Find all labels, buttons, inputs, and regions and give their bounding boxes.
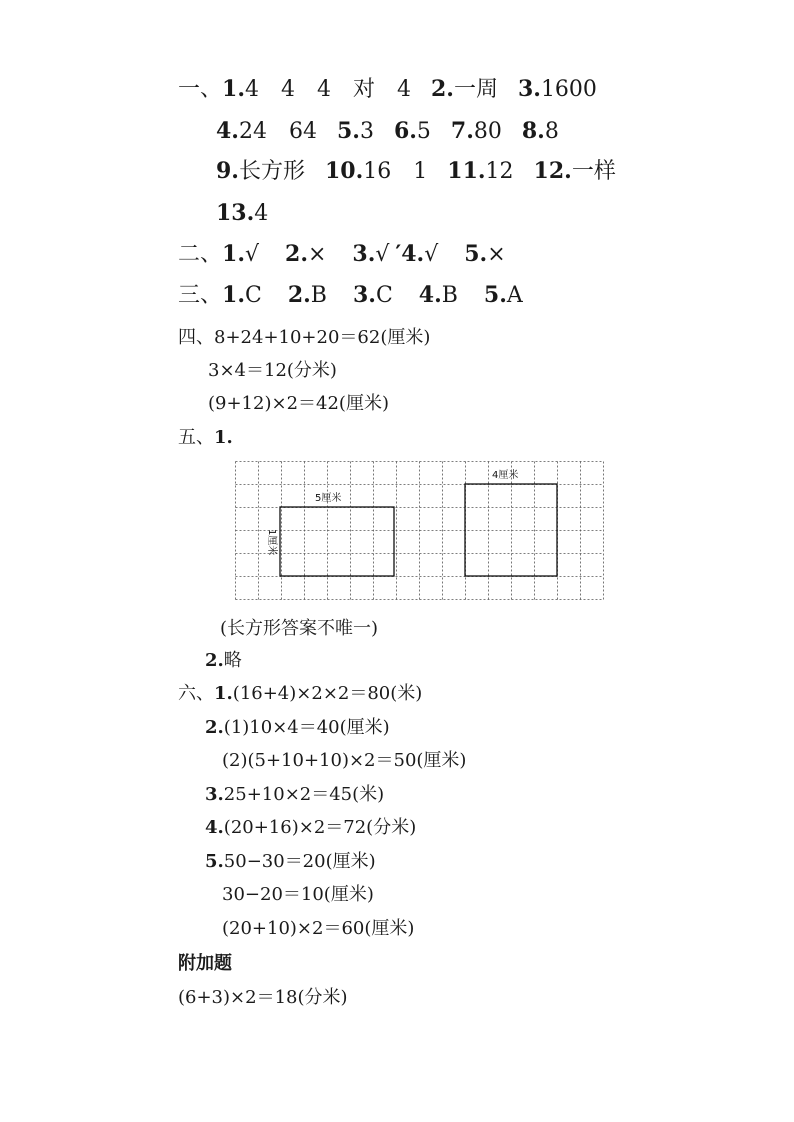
answer-choice: C xyxy=(375,283,393,308)
item-number: 5. xyxy=(464,241,488,267)
answer-text: 1600 xyxy=(540,77,597,102)
answer-text: 80 xyxy=(473,119,502,144)
answer-text: 4 xyxy=(254,201,269,226)
calculation: 8+24+10+20＝62(厘米) xyxy=(214,327,431,348)
calculation: 30−20＝10(厘米) xyxy=(222,884,374,905)
answer-text: 5 xyxy=(416,119,431,144)
item-number: 3. xyxy=(517,76,541,102)
answer-text: 8 xyxy=(544,119,559,144)
item-number: 7. xyxy=(450,118,474,144)
calculation: 25+10×2＝45(米) xyxy=(223,784,385,805)
item-number: ′4. xyxy=(395,241,425,267)
item-number: 2. xyxy=(287,282,311,308)
item-number: 6. xyxy=(393,118,417,144)
answer-text: 一周 xyxy=(453,77,498,102)
section6-line5 xyxy=(205,819,416,837)
section5-heading: 五、 xyxy=(178,427,214,448)
section6-line6 xyxy=(205,853,376,871)
section4-line1 xyxy=(178,329,430,347)
item-number: 1. xyxy=(222,282,245,308)
item-number: 1. xyxy=(214,683,233,704)
answer-text: 一样 xyxy=(571,159,616,184)
calculation: (20+16)×2＝72(分米) xyxy=(223,817,417,838)
item-number: 11. xyxy=(447,158,486,184)
item-number: 3. xyxy=(205,784,224,805)
calculation: (20+10)×2＝60(厘米) xyxy=(222,918,415,939)
section6-heading: 六、 xyxy=(178,683,214,704)
answer-choice: B xyxy=(310,283,327,308)
rectangle-5x3 xyxy=(280,507,394,576)
answer-mark: √ xyxy=(244,242,260,267)
item-number: 13. xyxy=(216,200,255,226)
section6-line4 xyxy=(205,786,384,804)
section2-line xyxy=(178,243,506,266)
label-1cm: 1厘米 xyxy=(266,529,277,556)
calculation: (16+4)×2×2＝80(米) xyxy=(232,683,423,704)
bonus-calculation: (6+3)×2＝18(分米) xyxy=(178,987,348,1008)
item-number: 2. xyxy=(205,650,224,671)
answer-text: 16 1 xyxy=(363,159,428,184)
answer-text: 略 xyxy=(223,650,242,671)
item-number: 12. xyxy=(533,158,572,184)
item-number: 1. xyxy=(214,427,233,448)
item-number: 3. xyxy=(352,282,376,308)
answer-mark: √ xyxy=(424,242,439,267)
item-number: 1. xyxy=(222,241,245,267)
section5-note: (长方形答案不唯一) xyxy=(220,618,379,639)
section6-line2 xyxy=(205,719,390,737)
answer-mark: × xyxy=(487,242,506,267)
grid-lines xyxy=(236,462,604,600)
item-number: 8. xyxy=(521,118,545,144)
section4-heading: 四、 xyxy=(178,327,214,348)
section5-line1 xyxy=(178,429,233,447)
section1-line2 xyxy=(216,120,559,143)
answer-text: 长方形 xyxy=(238,159,305,184)
answer-text: 12 xyxy=(485,159,514,184)
calculation: 3×4＝12(分米) xyxy=(208,360,337,381)
rectangle-grid-figure xyxy=(235,461,607,601)
item-number: 1. xyxy=(222,76,245,102)
answer-choice: B xyxy=(441,283,458,308)
item-number: 5. xyxy=(336,118,360,144)
section5-line2 xyxy=(205,652,242,670)
item-number: 2. xyxy=(430,76,454,102)
bonus-heading: 附加题 xyxy=(178,953,232,974)
section1-line4 xyxy=(216,202,268,225)
answer-mark: × xyxy=(307,242,327,267)
calculation: (9+12)×2＝42(厘米) xyxy=(208,393,389,414)
answer-text: 3 xyxy=(359,119,374,144)
section3-heading: 三、 xyxy=(178,283,223,308)
answer-choice: A xyxy=(506,283,523,308)
section3-line xyxy=(178,284,523,307)
calculation: 50−30＝20(厘米) xyxy=(223,851,376,872)
label-5cm: 5厘米 xyxy=(315,493,342,504)
answer-choice: C xyxy=(244,283,262,308)
answer-text: 24 64 xyxy=(238,119,317,144)
calculation: (1)10×4＝40(厘米) xyxy=(223,717,390,738)
item-number: 2. xyxy=(285,241,308,267)
item-number: 5. xyxy=(205,851,224,872)
item-number: 3. xyxy=(352,241,376,267)
item-number: 4. xyxy=(418,282,442,308)
item-number: 4. xyxy=(216,118,239,144)
section6-line1 xyxy=(178,685,422,703)
section1-heading: 一、 xyxy=(178,77,223,102)
calculation: (2)(5+10+10)×2＝50(厘米) xyxy=(222,750,467,771)
answer-mark: √ xyxy=(375,242,390,267)
item-number: 9. xyxy=(216,158,239,184)
answer-text: 4 4 4 对 4 xyxy=(244,77,411,102)
rectangle-4x5 xyxy=(465,484,557,576)
item-number: 4. xyxy=(205,817,224,838)
label-4cm: 4厘米 xyxy=(492,470,519,481)
section1-line3 xyxy=(216,160,616,183)
section1-line1 xyxy=(178,78,597,101)
item-number: 5. xyxy=(483,282,507,308)
item-number: 2. xyxy=(205,717,224,738)
item-number: 10. xyxy=(324,158,364,184)
section2-heading: 二、 xyxy=(178,242,223,267)
